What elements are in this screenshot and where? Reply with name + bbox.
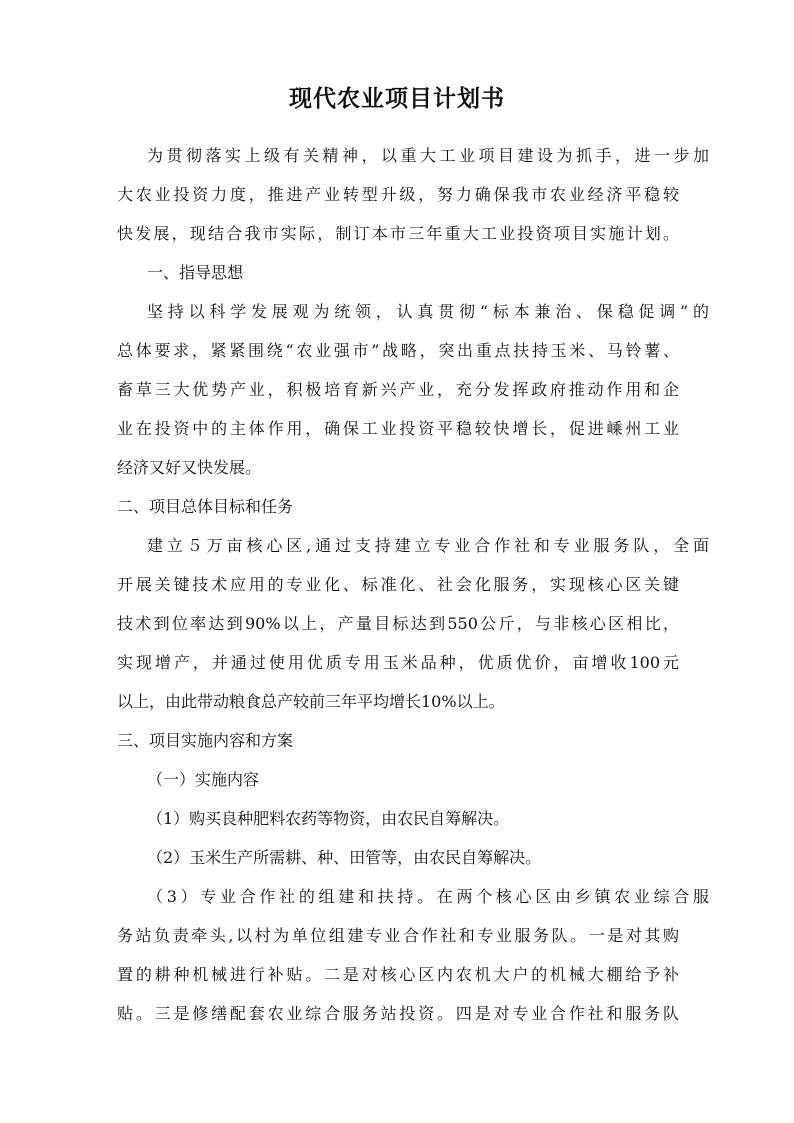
paragraph-line: 畜草三大优势产业，积极培育新兴产业，充分发挥政府推动作用和企 bbox=[117, 380, 679, 399]
paragraph-line: 业在投资中的主体作用，确保工业投资平稳较快增长，促进嵊州工业 bbox=[117, 419, 679, 438]
paragraph-line: 以上，由此带动粮食总产较前三年平均增长10%以上。 bbox=[117, 692, 505, 711]
section-heading: 二、项目总体目标和任务 bbox=[117, 497, 294, 516]
paragraph-line: 技术到位率达到90%以上，产量目标达到550公斤，与非核心区相比， bbox=[117, 614, 679, 633]
subsection-heading: （一）实施内容 bbox=[147, 770, 260, 789]
paragraph-line: 建立５万亩核心区,通过支持建立专业合作社和专业服务队，全面 bbox=[147, 536, 709, 555]
paragraph-line: 实现增产，并通过使用优质专用玉米品种，优质优价，亩增收100元 bbox=[117, 653, 679, 672]
paragraph-line: 贴。三是修缮配套农业综合服务站投资。四是对专业合作社和服务队 bbox=[117, 1004, 679, 1023]
paragraph-line: 总体要求，紧紧围绕“农业强市”战略，突出重点扶持玉米、马铃薯、 bbox=[117, 341, 679, 360]
list-item: （2）玉米生产所需耕、种、田管等，由农民自筹解决。 bbox=[147, 848, 542, 867]
paragraph-line: 开展关键技术应用的专业化、标准化、社会化服务，实现核心区关键 bbox=[117, 575, 679, 594]
paragraph-line: 大农业投资力度，推进产业转型升级，努力确保我市农业经济平稳较 bbox=[117, 185, 679, 204]
paragraph-line: 坚持以科学发展观为统领，认真贯彻“标本兼治、保稳促调”的 bbox=[147, 302, 709, 321]
list-item: （1）购买良种肥料农药等物资，由农民自筹解决。 bbox=[147, 809, 510, 828]
paragraph-line: 经济又好又快发展。 bbox=[117, 458, 262, 477]
list-item: （3）专业合作社的组建和扶持。在两个核心区由乡镇农业综合服 bbox=[147, 887, 709, 906]
paragraph-line: 置的耕种机械进行补贴。二是对核心区内农机大户的机械大棚给予补 bbox=[117, 965, 679, 984]
page-title: 现代农业项目计划书 bbox=[289, 86, 505, 112]
paragraph-line: 快发展，现结合我市实际，制订本市三年重大工业投资项目实施计划。 bbox=[117, 224, 679, 243]
section-heading: 一、指导思想 bbox=[147, 263, 244, 282]
paragraph-line: 务站负责牵头,以村为单位组建专业合作社和专业服务队。一是对其购 bbox=[117, 926, 679, 945]
paragraph-line: 为贯彻落实上级有关精神，以重大工业项目建设为抓手，进一步加 bbox=[147, 146, 709, 165]
section-heading: 三、项目实施内容和方案 bbox=[117, 731, 294, 750]
